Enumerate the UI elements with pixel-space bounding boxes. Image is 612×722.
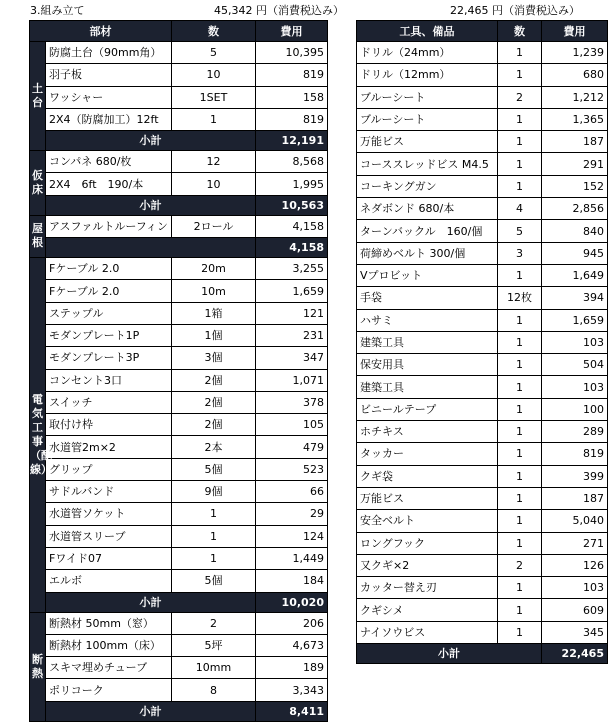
right-total-unit: 円（消費税込み） — [492, 4, 580, 17]
materials-table — [29, 20, 328, 722]
table-row — [357, 64, 608, 86]
item-name: ドリル（24mm） — [357, 42, 498, 64]
category-label: 土台 — [30, 42, 46, 151]
item-cost: 289 — [542, 421, 608, 443]
item-name: タッカー — [357, 443, 498, 465]
item-quantity: 1 — [498, 64, 542, 86]
item-cost: 158 — [256, 86, 328, 108]
item-cost: 1,449 — [256, 547, 328, 569]
table-row — [357, 443, 608, 465]
left-total-amount: 45,342 — [214, 4, 253, 17]
table-row — [30, 42, 328, 64]
item-name: 建築工具 — [357, 331, 498, 353]
item-cost: 680 — [542, 64, 608, 86]
item-cost: 523 — [256, 458, 328, 480]
subtotal-row — [30, 131, 328, 151]
table-row — [30, 481, 328, 503]
section-title: 3.組み立て — [30, 4, 85, 17]
item-quantity: 1 — [498, 42, 542, 64]
item-cost: 103 — [542, 331, 608, 353]
table-row — [357, 376, 608, 398]
subtotal-label: 小計 — [46, 701, 256, 721]
item-name: 安全ベルト — [357, 510, 498, 532]
item-quantity: 10 — [172, 64, 256, 86]
item-name: 水道管2m×2 — [46, 436, 172, 458]
item-name: エルボ — [46, 570, 172, 592]
item-cost: 103 — [542, 376, 608, 398]
item-name: 水道管スリーブ — [46, 525, 172, 547]
item-cost: 345 — [542, 621, 608, 643]
item-cost: 187 — [542, 487, 608, 509]
item-cost: 840 — [542, 220, 608, 242]
item-cost: 206 — [256, 612, 328, 634]
subtotal-row — [30, 238, 328, 258]
table-row — [357, 354, 608, 376]
item-name: クギシメ — [357, 599, 498, 621]
left-total-unit: 円（消費税込み） — [256, 4, 344, 17]
table-row — [357, 287, 608, 309]
item-quantity: 2 — [172, 612, 256, 634]
item-quantity: 8 — [172, 679, 256, 701]
table-row — [30, 391, 328, 413]
subtotal-label: 小計 — [46, 592, 256, 612]
item-quantity: 1 — [498, 487, 542, 509]
item-quantity: 5 — [172, 42, 256, 64]
subtotal-label: 小計 — [357, 644, 542, 664]
item-name: ポリコーク — [46, 679, 172, 701]
item-quantity: 5 — [498, 220, 542, 242]
item-name: Vプロビット — [357, 264, 498, 286]
item-quantity: 1 — [498, 354, 542, 376]
subtotal-row — [357, 644, 608, 664]
item-quantity: 1 — [498, 331, 542, 353]
item-quantity: 1 — [172, 547, 256, 569]
item-name: アスファルトルーフィン — [46, 215, 172, 237]
table-row — [357, 331, 608, 353]
table-row — [357, 487, 608, 509]
item-name: ハサミ — [357, 309, 498, 331]
column-header-item: 工具、備品 — [357, 21, 498, 42]
subtotal-label — [46, 238, 256, 258]
table-header-row — [357, 21, 608, 42]
item-name: グリップ — [46, 458, 172, 480]
item-name: 2X4（防腐加工）12ft — [46, 108, 172, 130]
item-cost: 231 — [256, 324, 328, 346]
item-name: 取付け枠 — [46, 414, 172, 436]
category-label: 断熱 — [30, 612, 46, 721]
tools-table — [356, 20, 608, 664]
table-row — [357, 510, 608, 532]
item-name: ロングフック — [357, 532, 498, 554]
subtotal-row — [30, 195, 328, 215]
item-cost: 291 — [542, 153, 608, 175]
item-cost: 103 — [542, 577, 608, 599]
item-cost: 1,212 — [542, 86, 608, 108]
subtotal-value: 12,191 — [256, 131, 328, 151]
item-quantity: 3 — [498, 242, 542, 264]
item-cost: 3,255 — [256, 258, 328, 280]
item-quantity: 4 — [498, 198, 542, 220]
item-name: 2X4 6ft 190/本 — [46, 173, 172, 195]
table-row — [357, 42, 608, 64]
item-quantity: 9個 — [172, 481, 256, 503]
item-cost: 4,158 — [256, 215, 328, 237]
item-name: 水道管ソケット — [46, 503, 172, 525]
table-row — [30, 258, 328, 280]
subtotal-row — [30, 701, 328, 721]
table-row — [357, 131, 608, 153]
table-row — [357, 86, 608, 108]
table-row — [357, 621, 608, 643]
item-quantity: 1 — [498, 443, 542, 465]
table-row — [30, 414, 328, 436]
item-name: スキマ埋めチューブ — [46, 657, 172, 679]
column-header-cost: 費用 — [256, 21, 328, 42]
item-name: 防腐土台（90mm角） — [46, 42, 172, 64]
column-header-item: 部材 — [30, 21, 172, 42]
item-name: 手袋 — [357, 287, 498, 309]
item-quantity: 12枚 — [498, 287, 542, 309]
item-name: 羽子板 — [46, 64, 172, 86]
item-quantity: 1 — [498, 131, 542, 153]
item-name: ネダボンド 680/本 — [357, 198, 498, 220]
item-name: ブルーシート — [357, 86, 498, 108]
item-name: ワッシャー — [46, 86, 172, 108]
item-quantity: 2個 — [172, 369, 256, 391]
subtotal-value: 4,158 — [256, 238, 328, 258]
right-total — [450, 2, 580, 18]
item-cost: 819 — [256, 108, 328, 130]
table-header-row — [30, 21, 328, 42]
category-label: 電気工事（配線） — [30, 258, 46, 612]
item-quantity: 1 — [498, 309, 542, 331]
item-cost: 187 — [542, 131, 608, 153]
table-row — [357, 599, 608, 621]
item-quantity: 1 — [172, 503, 256, 525]
item-name: モダンプレート3P — [46, 347, 172, 369]
table-row — [357, 108, 608, 130]
table-row — [357, 309, 608, 331]
item-name: Fケーブル 2.0 — [46, 280, 172, 302]
item-name: ドリル（12mm） — [357, 64, 498, 86]
item-cost: 2,856 — [542, 198, 608, 220]
item-cost: 124 — [256, 525, 328, 547]
item-quantity: 3個 — [172, 347, 256, 369]
item-quantity: 1個 — [172, 324, 256, 346]
item-name: コンセント3口 — [46, 369, 172, 391]
item-cost: 504 — [542, 354, 608, 376]
item-name: 万能ビス — [357, 487, 498, 509]
subtotal-row — [30, 592, 328, 612]
item-cost: 10,395 — [256, 42, 328, 64]
item-cost: 945 — [542, 242, 608, 264]
table-row — [30, 324, 328, 346]
item-quantity: 5個 — [172, 570, 256, 592]
item-name: 又クギ×2 — [357, 554, 498, 576]
item-name: コーススレッドビス M4.5 — [357, 153, 498, 175]
table-row — [30, 280, 328, 302]
item-quantity: 2個 — [172, 414, 256, 436]
table-row — [357, 175, 608, 197]
table-row — [357, 264, 608, 286]
table-row — [30, 86, 328, 108]
item-name: スイッチ — [46, 391, 172, 413]
left-total — [214, 2, 344, 18]
item-quantity: 2ロール — [172, 215, 256, 237]
item-cost: 347 — [256, 347, 328, 369]
table-row — [357, 532, 608, 554]
item-cost: 378 — [256, 391, 328, 413]
item-name: 荷締めベルト 300/個 — [357, 242, 498, 264]
item-name: コンパネ 680/枚 — [46, 151, 172, 173]
item-name: ステップル — [46, 302, 172, 324]
item-cost: 66 — [256, 481, 328, 503]
table-row — [357, 242, 608, 264]
table-row — [30, 458, 328, 480]
table-row — [30, 679, 328, 701]
table-row — [30, 347, 328, 369]
table-row — [30, 612, 328, 634]
item-name: カッター替え刃 — [357, 577, 498, 599]
item-quantity: 1 — [498, 465, 542, 487]
subtotal-label: 小計 — [46, 195, 256, 215]
item-name: サドルバンド — [46, 481, 172, 503]
column-header-qty: 数 — [498, 21, 542, 42]
item-name: クギ袋 — [357, 465, 498, 487]
table-row — [30, 302, 328, 324]
item-cost: 100 — [542, 398, 608, 420]
item-name: 万能ビス — [357, 131, 498, 153]
item-quantity: 1 — [498, 108, 542, 130]
item-name: ビニールテープ — [357, 398, 498, 420]
item-name: ナイソウビス — [357, 621, 498, 643]
item-name: 建築工具 — [357, 376, 498, 398]
table-row — [357, 465, 608, 487]
right-total-amount: 22,465 — [450, 4, 489, 17]
item-quantity: 2個 — [172, 391, 256, 413]
item-cost: 4,673 — [256, 634, 328, 656]
table-row — [357, 220, 608, 242]
item-quantity: 5坪 — [172, 634, 256, 656]
item-quantity: 10m — [172, 280, 256, 302]
item-name: ホチキス — [357, 421, 498, 443]
item-quantity: 20m — [172, 258, 256, 280]
table-row — [30, 215, 328, 237]
table-row — [30, 173, 328, 195]
item-cost: 1,071 — [256, 369, 328, 391]
table-row — [357, 421, 608, 443]
table-row — [357, 577, 608, 599]
item-name: Fケーブル 2.0 — [46, 258, 172, 280]
item-quantity: 1 — [498, 532, 542, 554]
table-row — [357, 198, 608, 220]
item-quantity: 5個 — [172, 458, 256, 480]
item-quantity: 1 — [498, 153, 542, 175]
item-name: 保安用具 — [357, 354, 498, 376]
table-row — [30, 436, 328, 458]
item-quantity: 2本 — [172, 436, 256, 458]
item-cost: 819 — [256, 64, 328, 86]
item-name: ブルーシート — [357, 108, 498, 130]
subtotal-value: 22,465 — [542, 644, 608, 664]
subtotal-value: 10,563 — [256, 195, 328, 215]
item-cost: 189 — [256, 657, 328, 679]
item-quantity: 1 — [498, 398, 542, 420]
item-cost: 121 — [256, 302, 328, 324]
table-row — [30, 657, 328, 679]
subtotal-value: 8,411 — [256, 701, 328, 721]
item-cost: 8,568 — [256, 151, 328, 173]
item-cost: 271 — [542, 532, 608, 554]
table-row — [30, 525, 328, 547]
item-quantity: 2 — [498, 554, 542, 576]
item-cost: 609 — [542, 599, 608, 621]
table-row — [30, 108, 328, 130]
item-cost: 1,365 — [542, 108, 608, 130]
column-header-qty: 数 — [172, 21, 256, 42]
item-cost: 184 — [256, 570, 328, 592]
table-row — [30, 64, 328, 86]
item-quantity: 1 — [172, 525, 256, 547]
item-cost: 152 — [542, 175, 608, 197]
item-quantity: 1 — [172, 108, 256, 130]
table-row — [357, 554, 608, 576]
table-row — [30, 151, 328, 173]
subtotal-label: 小計 — [46, 131, 256, 151]
item-quantity: 1 — [498, 376, 542, 398]
subtotal-value: 10,020 — [256, 592, 328, 612]
item-quantity: 2 — [498, 86, 542, 108]
item-quantity: 1 — [498, 421, 542, 443]
item-quantity: 1 — [498, 599, 542, 621]
item-quantity: 10mm — [172, 657, 256, 679]
table-row — [30, 547, 328, 569]
item-name: 断熱材 50mm（窓） — [46, 612, 172, 634]
item-cost: 394 — [542, 287, 608, 309]
item-cost: 479 — [256, 436, 328, 458]
item-cost: 5,040 — [542, 510, 608, 532]
table-row — [30, 570, 328, 592]
item-quantity: 1 — [498, 175, 542, 197]
item-cost: 1,659 — [256, 280, 328, 302]
item-cost: 1,659 — [542, 309, 608, 331]
table-row — [30, 369, 328, 391]
item-quantity: 12 — [172, 151, 256, 173]
item-cost: 1,649 — [542, 264, 608, 286]
table-row — [357, 398, 608, 420]
column-header-cost: 費用 — [542, 21, 608, 42]
category-label: 屋根 — [30, 215, 46, 257]
item-cost: 1,239 — [542, 42, 608, 64]
item-cost: 126 — [542, 554, 608, 576]
item-name: ターンバックル 160/個 — [357, 220, 498, 242]
item-quantity: 1 — [498, 577, 542, 599]
item-cost: 29 — [256, 503, 328, 525]
item-name: モダンプレート1P — [46, 324, 172, 346]
table-row — [30, 634, 328, 656]
item-quantity: 1 — [498, 621, 542, 643]
item-name: 断熱材 100mm（床） — [46, 634, 172, 656]
item-name: コーキングガン — [357, 175, 498, 197]
item-cost: 105 — [256, 414, 328, 436]
table-row — [357, 153, 608, 175]
item-quantity: 1SET — [172, 86, 256, 108]
item-quantity: 1 — [498, 264, 542, 286]
item-quantity: 1 — [498, 510, 542, 532]
item-quantity: 1箱 — [172, 302, 256, 324]
item-cost: 399 — [542, 465, 608, 487]
table-row — [30, 503, 328, 525]
item-cost: 3,343 — [256, 679, 328, 701]
item-name: Fワイド07 — [46, 547, 172, 569]
item-cost: 819 — [542, 443, 608, 465]
category-label: 仮床 — [30, 151, 46, 216]
item-quantity: 10 — [172, 173, 256, 195]
item-cost: 1,995 — [256, 173, 328, 195]
